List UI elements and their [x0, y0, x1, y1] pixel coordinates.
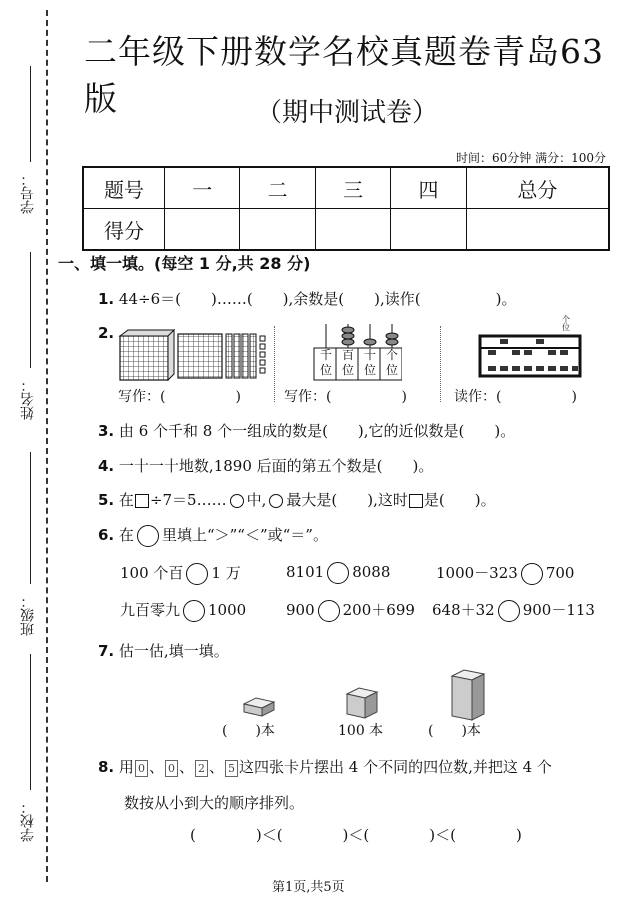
compare-left: 648＋32 — [432, 601, 495, 619]
thousand-cube — [120, 336, 168, 380]
score-header-cell: 一 — [165, 167, 240, 209]
compare-circle[interactable] — [498, 600, 520, 622]
compare-item — [436, 562, 574, 585]
base-ten-blocks-image — [118, 326, 276, 382]
compare-left: 1000－323 — [436, 564, 518, 582]
question-number: 7. — [98, 642, 115, 660]
school-label: 学校： — [20, 800, 36, 842]
compare-item — [286, 562, 390, 584]
question-number: 4. — [98, 457, 115, 475]
compare-left: 900 — [286, 601, 315, 619]
estimate-label-100: 100 本 — [338, 723, 384, 739]
compare-left: 8101 — [286, 563, 325, 581]
abacus-place-label: 个位 — [562, 315, 570, 332]
book-stack-medium-image — [345, 686, 379, 720]
estimate-answer-2[interactable]: ( )本 — [428, 723, 481, 739]
compare-item — [286, 599, 415, 622]
place-label: 个位 — [385, 348, 398, 377]
school-line[interactable] — [30, 654, 31, 790]
question-number: 5. — [98, 491, 115, 509]
compare-right: 700 — [545, 564, 575, 582]
question-text: 一十一十地数,1890 后面的第五个数是( )。 — [118, 457, 434, 475]
divider — [440, 326, 441, 402]
compare-left: 100 个百 — [120, 564, 184, 582]
digit-card: 0 — [165, 760, 178, 777]
square-blank — [135, 494, 149, 508]
score-input-cell[interactable] — [466, 209, 609, 251]
compare-right: 8088 — [352, 563, 391, 581]
score-input-cell[interactable] — [391, 209, 466, 251]
circle-blank — [269, 494, 283, 508]
score-header-cell: 题号 — [83, 167, 165, 209]
score-input-cell[interactable] — [315, 209, 390, 251]
time-score-info: 时间：60分钟 满分：100分 — [456, 151, 606, 165]
compare-item — [432, 599, 595, 622]
question-number: 8. — [98, 758, 115, 776]
separator: 、 — [208, 758, 224, 776]
page-footer: 第1页,共5页 — [272, 880, 345, 895]
compare-circle[interactable] — [186, 563, 208, 585]
text-part: 中, — [246, 491, 267, 509]
book-stack-tall-image — [450, 668, 486, 722]
student-number-line[interactable] — [30, 66, 31, 162]
score-header-cell: 三 — [315, 167, 390, 209]
write-answer-1[interactable]: 写作：( ) — [118, 389, 241, 405]
circle-blank — [137, 525, 159, 547]
score-input-cell[interactable] — [240, 209, 315, 251]
place-label: 十位 — [363, 348, 376, 377]
name-label: 姓名： — [20, 378, 36, 420]
compare-circle[interactable] — [521, 563, 543, 585]
score-table-score-row — [83, 209, 609, 251]
question-number: 1. — [98, 290, 115, 308]
question-7 — [98, 640, 229, 661]
page-subtitle: （期中测试卷） — [256, 98, 439, 128]
question-1 — [98, 288, 516, 309]
class-line[interactable] — [30, 452, 31, 584]
compare-right: 1000 — [208, 601, 247, 619]
text-part: 是( )。 — [423, 491, 496, 509]
digit-card: 2 — [195, 760, 208, 777]
book-stack-small-image — [242, 694, 276, 718]
section-one-heading: 一、填一填。(每空 1 分,共 28 分) — [58, 254, 311, 273]
separator: 、 — [148, 758, 164, 776]
compare-item — [120, 599, 246, 622]
question-text: 44÷6＝( )……( ),余数是( ),读作( )。 — [118, 290, 517, 308]
square-blank — [409, 494, 423, 508]
question-3 — [98, 420, 515, 441]
name-line[interactable] — [30, 252, 31, 368]
compare-right: 900－113 — [522, 601, 595, 619]
binding-dashed-line — [46, 10, 48, 882]
compare-circle[interactable] — [318, 600, 340, 622]
text-part: 里填上“＞”“＜”或“＝”。 — [161, 526, 328, 544]
page-title: 二年级下册数学名校真题卷青岛63版 — [84, 32, 604, 118]
student-number-label: 学号： — [20, 172, 36, 214]
divider — [274, 326, 275, 402]
read-answer[interactable]: 读作：( ) — [454, 389, 577, 405]
question-text: 由 6 个千和 8 个一组成的数是( ),它的近似数是( )。 — [118, 422, 516, 440]
question-6 — [98, 524, 328, 547]
question-text: 估一估,填一填。 — [118, 642, 229, 660]
compare-right: 200＋699 — [342, 601, 415, 619]
digit-card: 0 — [135, 760, 148, 777]
write-answer-2[interactable]: 写作：( ) — [284, 389, 407, 405]
score-table-header-row — [83, 167, 609, 209]
score-header-cell: 四 — [391, 167, 466, 209]
text-part: 在 — [118, 526, 134, 544]
compare-right: 1 万 — [211, 564, 241, 582]
digit-card: 5 — [225, 760, 238, 777]
ordering-answer-blanks[interactable]: ( )＜( )＜( )＜( ) — [190, 826, 522, 844]
score-header-cell: 二 — [240, 167, 315, 209]
text-part: 这四张卡片摆出 4 个不同的四位数,并把这 4 个 — [238, 758, 552, 776]
text-part: 最大是( ),这时 — [286, 491, 408, 509]
text-part: 用 — [118, 758, 134, 776]
question-number: 3. — [98, 422, 115, 440]
question-5 — [98, 489, 496, 510]
separator: 、 — [178, 758, 194, 776]
estimate-answer-1[interactable]: ( )本 — [222, 723, 275, 739]
question-number: 2. — [98, 324, 115, 342]
hundred-flat — [178, 334, 222, 378]
score-input-cell[interactable] — [165, 209, 240, 251]
circle-blank — [230, 494, 244, 508]
question-8 — [98, 756, 552, 777]
score-row-label: 得分 — [83, 209, 165, 251]
compare-left: 九百零九 — [120, 601, 181, 619]
text-part: ÷7＝5…… — [149, 491, 227, 509]
counting-frame-labels — [315, 348, 403, 378]
place-label: 百位 — [341, 348, 354, 377]
class-label: 班级： — [20, 594, 36, 636]
question-2-number — [98, 324, 114, 342]
score-header-cell: 总分 — [466, 167, 609, 209]
text-part: 在 — [118, 491, 134, 509]
place-label: 千位 — [319, 348, 332, 377]
question-4 — [98, 455, 433, 476]
compare-item — [120, 562, 241, 585]
score-table — [82, 166, 610, 251]
compare-circle[interactable] — [183, 600, 205, 622]
question-number: 6. — [98, 526, 115, 544]
compare-circle[interactable] — [327, 562, 349, 584]
question-8-line2: 数按从小到大的顺序排列。 — [124, 794, 305, 812]
